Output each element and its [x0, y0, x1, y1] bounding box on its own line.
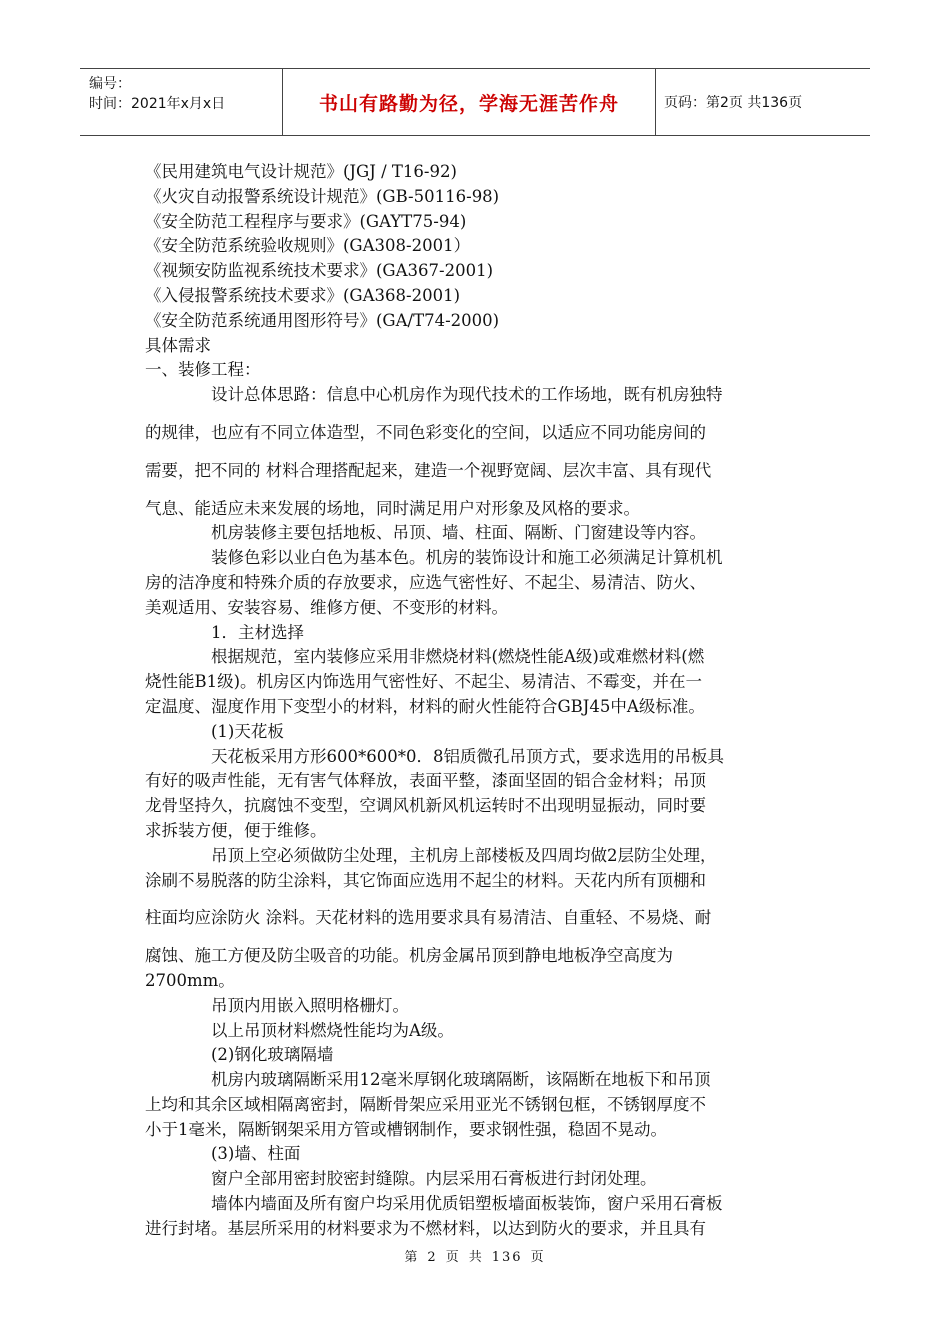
- date-line: 时间：2021年x月x日: [89, 96, 226, 112]
- paragraph-line: 涂刷不易脱落的防尘涂料，其它饰面应选用不起尘的材料。天花内所有顶棚和: [145, 870, 706, 890]
- subsection-heading: (2)钢化玻璃隔墙: [211, 1045, 334, 1065]
- paragraph-line: 房的洁净度和特殊介质的存放要求，应选气密性好、不起尘、易清洁、防火、: [145, 572, 706, 592]
- reference-line: 《民用建筑电气设计规范》(JGJ / T16-92): [145, 162, 457, 181]
- paragraph-line: 2700mm。: [145, 970, 235, 990]
- paragraph-line: 墙体内墙面及所有窗户均采用优质铝塑板墙面板装饰，窗户采用石膏板: [211, 1194, 723, 1214]
- paragraph-line: 上均和其余区域相隔离密封，隔断骨架应采用亚光不锈钢包框，不锈钢厚度不: [145, 1094, 706, 1114]
- reference-line: 《视频安防监视系统技术要求》(GA367-2001): [145, 261, 494, 281]
- body-text: [145, 160, 815, 1242]
- paragraph-line: 求拆装方便，便于维修。: [145, 820, 327, 840]
- footer-total-pages: 136: [491, 1250, 523, 1265]
- paragraph-line: 吊顶上空必须做防尘处理，主机房上部楼板及四周均做2层防尘处理，: [211, 845, 717, 865]
- footer-label-ye: 页: [445, 1250, 461, 1265]
- header-motto: 书山有路勤为径，学海无涯苦作舟: [283, 69, 656, 135]
- reference-line: 《安全防范工程程序与要求》(GAYT75-94): [145, 211, 467, 231]
- paragraph-line: 气息、能适应未来发展的场地，同时满足用户对形象及风格的要求。: [145, 498, 640, 518]
- paragraph-line: 柱面均应涂防火 涂料。天花材料的选用要求具有易清洁、自重轻、不易烧、耐: [145, 908, 712, 928]
- paragraph-line: 有好的吸声性能，无有害气体释放，表面平整，漆面坚固的铝合金材料；吊顶: [145, 771, 706, 791]
- subsection-heading: 1．主材选择: [211, 622, 304, 642]
- paragraph-line: 机房装修主要包括地板、吊顶、墙、柱面、隔断、门窗建设等内容。: [211, 523, 706, 543]
- paragraph-line: 需要，把不同的 材料合理搭配起来，建造一个视野宽阔、层次丰富、具有现代: [145, 460, 712, 480]
- paragraph-line: 龙骨坚持久，抗腐蚀不变型，空调风机新风机运转时不出现明显振动，同时要: [145, 796, 706, 816]
- paragraph-line: 美观适用、安装容易、维修方便、不变形的材料。: [145, 597, 508, 617]
- paragraph-line: 机房内玻璃隔断采用12毫米厚钢化玻璃隔断，该隔断在地板下和吊顶: [211, 1070, 711, 1090]
- header-meta-cell: [80, 69, 283, 135]
- footer-label-ye: 页: [530, 1250, 546, 1265]
- header-page-code: 页码：第2页 共136页: [664, 95, 803, 111]
- paragraph-line: 天花板采用方形600*600*0．8铝质微孔吊顶方式，要求选用的吊板具: [211, 746, 724, 766]
- section-heading: 具体需求: [145, 335, 211, 355]
- subsection-heading: (3)墙、柱面: [211, 1144, 301, 1164]
- paragraph-line: 吊顶内用嵌入照明格栅灯。: [211, 995, 409, 1015]
- paragraph-line: 的规律，也应有不同立体造型，不同色彩变化的空间，以适应不同功能房间的: [145, 422, 706, 442]
- paragraph-line: 设计总体思路：信息中心机房作为现代技术的工作场地，既有机房独特: [211, 385, 723, 405]
- page-footer: [0, 1246, 950, 1265]
- paragraph-line: 定温度、湿度作用下变型小的材料，材料的耐火性能符合GBJ45中A级标准。: [145, 696, 705, 716]
- serial-label: 编号：: [89, 76, 131, 92]
- paragraph-line: 腐蚀、施工方便及防尘吸音的功能。机房金属吊顶到静电地板净空高度为: [145, 946, 673, 966]
- paragraph-line: 装修色彩以业白色为基本色。机房的装饰设计和施工必须满足计算机机: [211, 548, 723, 568]
- paragraph-line: 烧性能B1级)。机房区内饰选用气密性好、不起尘、易清洁、不霉变，并在一: [145, 672, 703, 692]
- page-header: [80, 68, 870, 136]
- footer-page-number: 2: [427, 1250, 438, 1265]
- section-heading: 一、装修工程：: [145, 360, 261, 380]
- paragraph-line: 以上吊顶材料燃烧性能均为A级。: [211, 1020, 454, 1040]
- paragraph-line: 窗户全部用密封胶密封缝隙。内层采用石膏板进行封闭处理。: [211, 1169, 657, 1189]
- subsection-heading: (1)天花板: [211, 721, 284, 741]
- footer-label-gong: 共: [468, 1250, 484, 1265]
- paragraph-line: 根据规范，室内装修应采用非燃烧材料(燃烧性能A级)或难燃材料(燃: [211, 647, 705, 667]
- paragraph-line: 小于1毫米，隔断钢架采用方管或槽钢制作，要求钢性强，稳固不晃动。: [145, 1119, 667, 1139]
- reference-line: 《入侵报警系统技术要求》(GA368-2001): [145, 285, 461, 305]
- footer-label-di: 第: [404, 1250, 420, 1265]
- paragraph-line: 进行封堵。基层所采用的材料要求为不燃材料，以达到防火的要求，并且具有: [145, 1218, 706, 1238]
- reference-line: 《安全防范系统通用图形符号》(GA/T74-2000): [145, 310, 500, 330]
- reference-line: 《安全防范系统验收规则》(GA308-2001）: [145, 236, 471, 256]
- reference-line: 《火灾自动报警系统设计规范》(GB-50116-98): [145, 186, 500, 206]
